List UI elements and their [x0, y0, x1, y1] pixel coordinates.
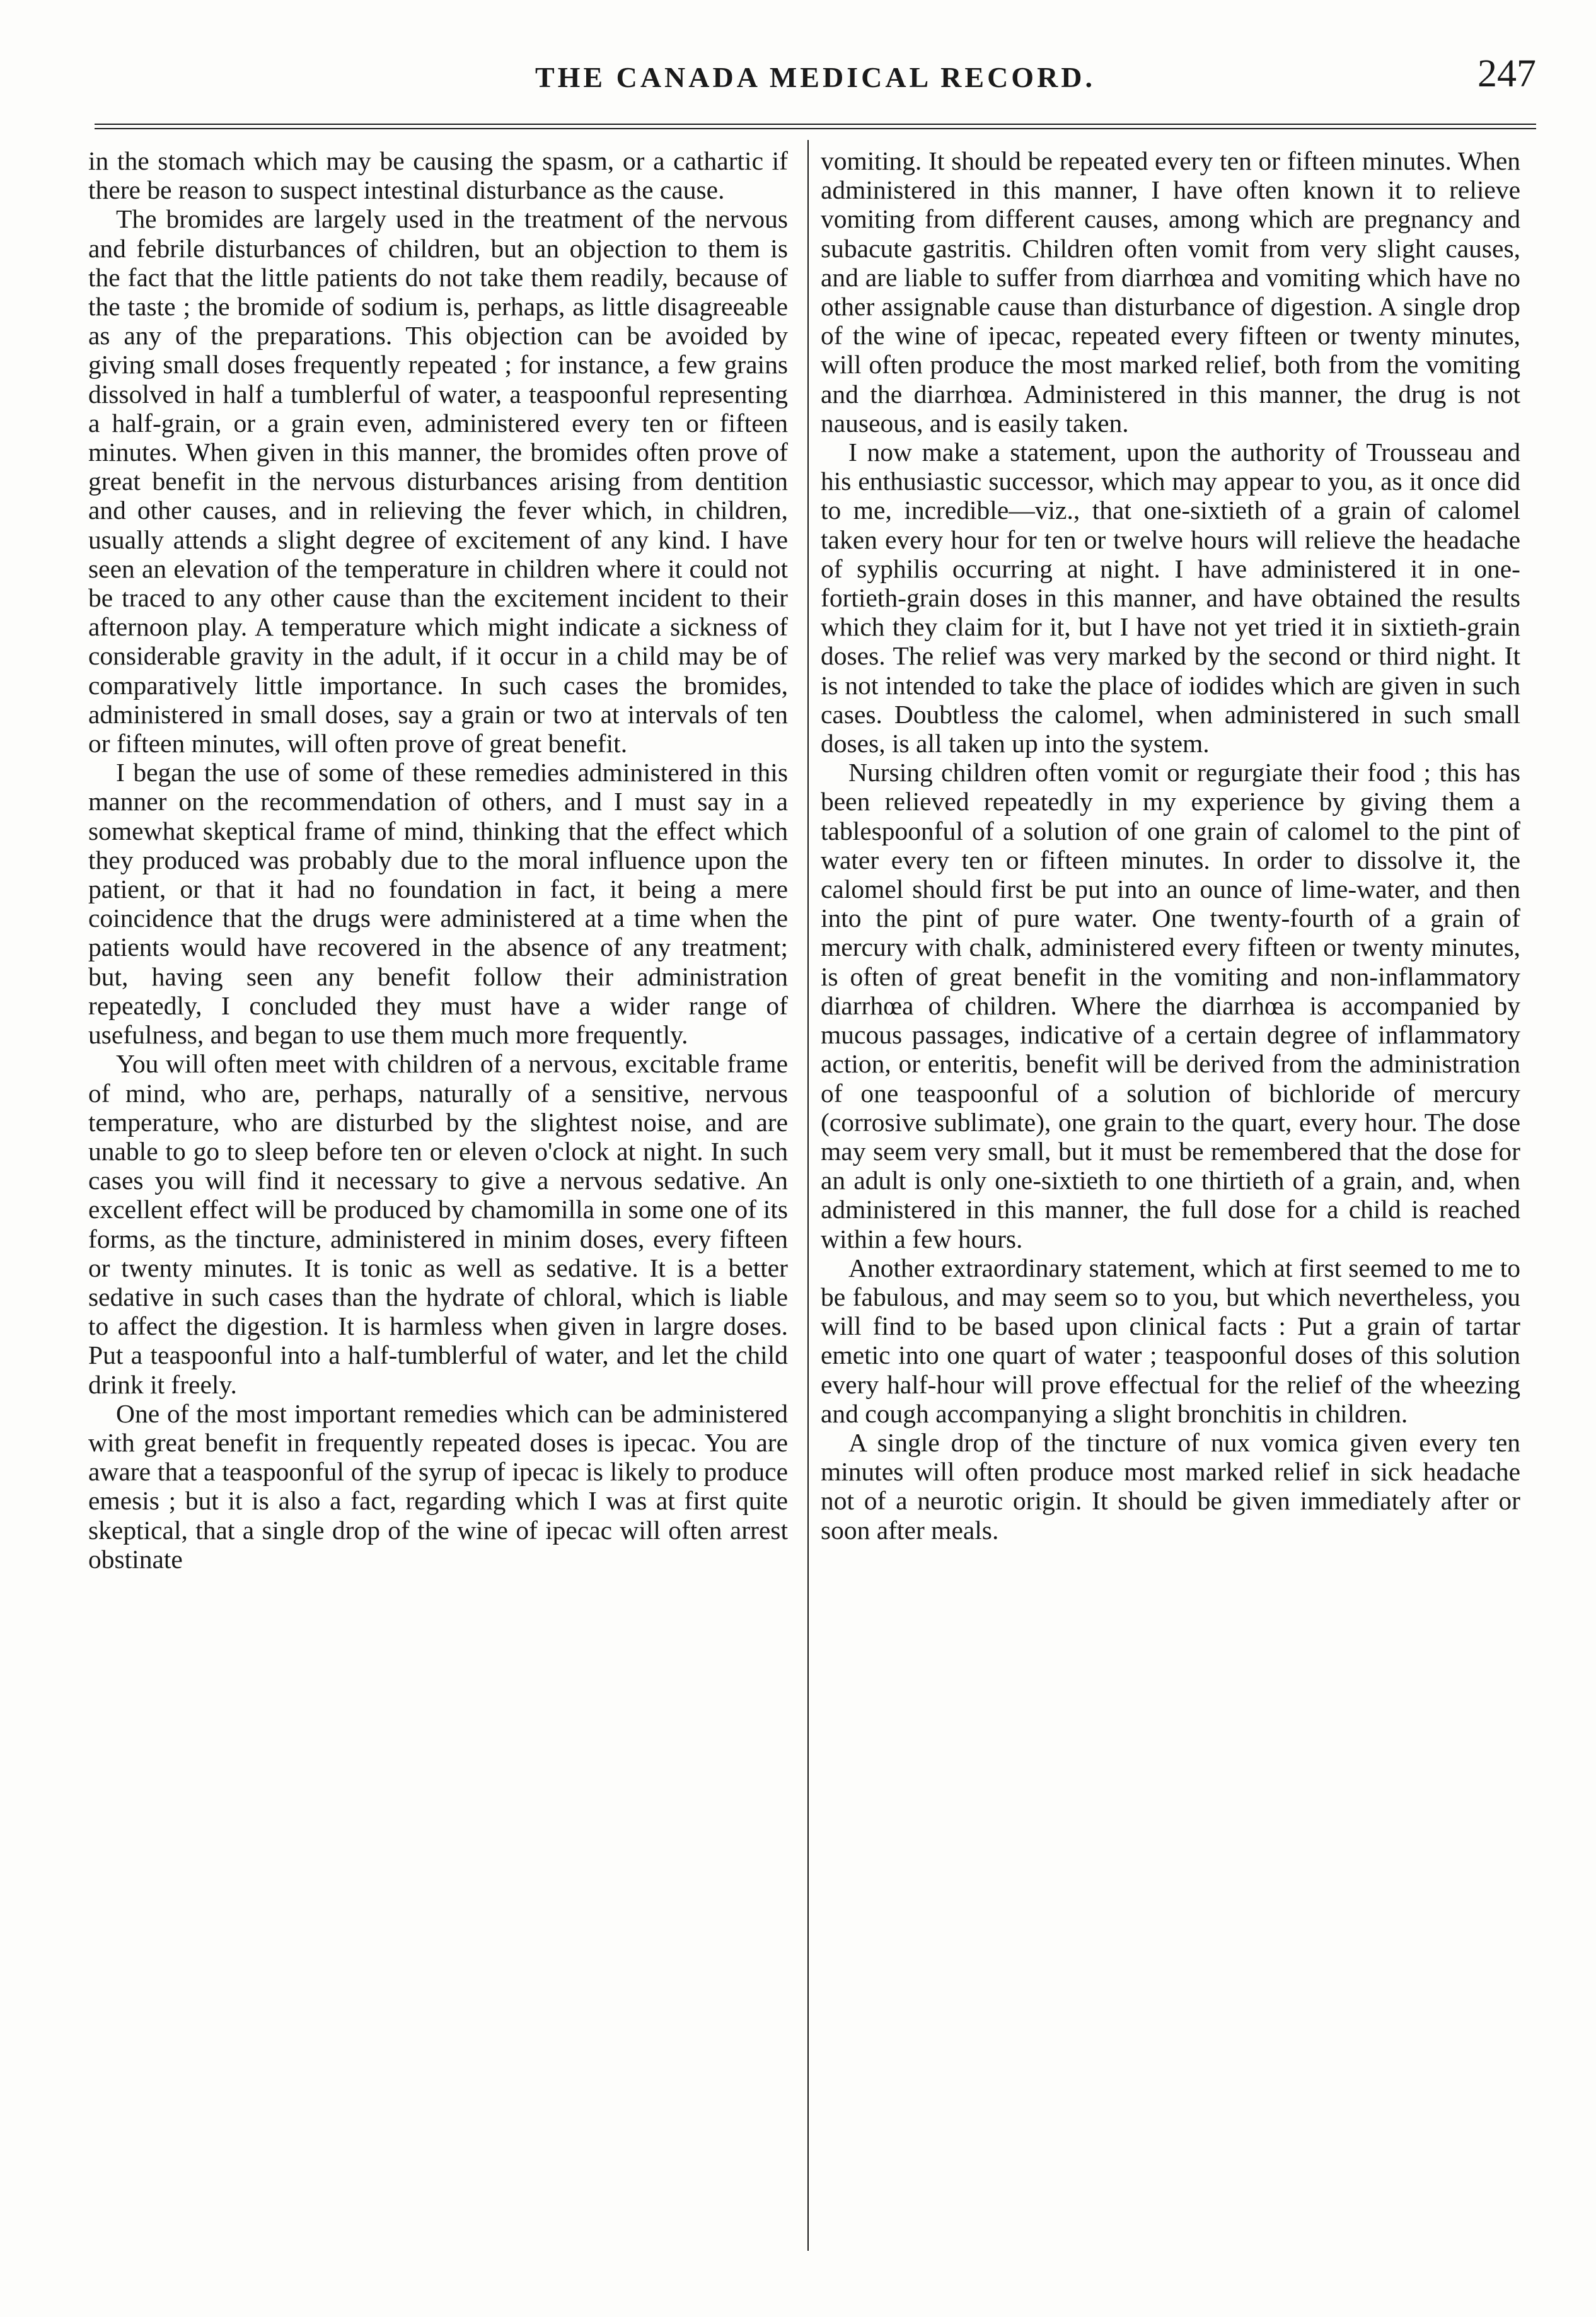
- paragraph-calomel-statement: I now make a statement, upon the authority of Trousseau and his enthusiastic successor, which may appear to you, as it once did to me, incredible—viz., that one-sixtieth of a grain of calomel taken every hour for ten or twelve hours will relieve the headache of syphilis occurring at night. I have administered it in one-fortieth-grain doses in this manner, and have obtained the results which they claim for it, but I have not yet tried it in sixtieth-grain doses. The relief was very marked by the second or third night. It is not intended to take the place of iodides which are given in such cases. Doubtless the calomel, when administered in such small doses, is all taken up into the system.: [821, 438, 1520, 758]
- journal-title: THE CANADA MEDICAL RECORD.: [535, 61, 1096, 93]
- paragraph-stomach-spasm: in the stomach which may be causing the spasm, or a cathartic if there be reason to suspect intestinal disturbance as the cause.: [88, 146, 788, 205]
- paragraph-nervous-children: You will often meet with children of a nervous, excitable frame of mind, who are, perhaps, naturally of a sensitive, nervous temperature, who are disturbed by the slightest noise, and are unable to go to sleep before ten or eleven o'clock at night. In such cases you will find it necessary to give a nervous sedative. An excellent effect will be produced by chamomilla in some one of its forms, as the tincture, administered in minim doses, every fifteen or twenty minutes. It is tonic as well as sedative. It is a better sedative in such cases than the hydrate of chloral, which is liable to affect the digestion. It is harmless when given in largre doses. Put a teaspoonful into a half-tumblerful of water, and let the child drink it freely.: [88, 1049, 788, 1399]
- right-column: [821, 146, 1520, 1545]
- page-number: 247: [1477, 52, 1536, 95]
- paragraph-tartar-emetic: Another extraordinary statement, which at first seemed to me to be fabulous, and may seem so to you, but which nevertheless, you will find to be based upon clinical facts : Put a grain of tartar emetic into one quart of water ; teaspoonful doses of this solution every half-hour will prove effectual for the relief of the wheezing and cough accompanying a slight bronchitis in children.: [821, 1253, 1520, 1428]
- paragraph-bromides: The bromides are largely used in the treatment of the nervous and febrile disturbances of children, but an objection to them is the fact that the little patients do not take them readily, because of the taste ; the bromide of sodium is, perhaps, as little disagreeable as any of the preparations. This objection can be avoided by giving small doses frequently repeated ; for instance, a few grains dissolved in half a tumblerful of water, a teaspoonful representing a half-grain, or a grain even, administered every ten or fifteen minutes. When given in this manner, the bromides often prove of great benefit in the nervous disturbances arising from dentition and other causes, and in relieving the fever which, in children, usually attends a slight degree of excitement of any kind. I have seen an elevation of the temperature in children where it could not be traced to any other cause than the excitement incident to their afternoon play. A temperature which might indicate a sickness of considerable gravity in the adult, if it occur in a child may be of comparatively little importance. In such cases the bromides, administered in small doses, say a grain or two at intervals of ten or fifteen minutes, will often prove of great benefit.: [88, 204, 788, 758]
- header-rule: [95, 124, 1536, 129]
- paragraph-ipecac: One of the most important remedies which can be administered with great benefit in frequently repeated doses is ipecac. You are aware that a teaspoonful of the syrup of ipecac is likely to produce emesis ; but it is also a fact, regarding which I was at first quite skeptical, that a single drop of the wine of ipecac will often arrest obstinate: [88, 1398, 788, 1574]
- paragraph-nux-vomica: A single drop of the tincture of nux vomica given every ten minutes will often produce most marked relief in sick headache not of a neurotic origin. It should be given immediately after or soon after meals.: [821, 1427, 1520, 1545]
- paragraph-nursing-children: Nursing children often vomit or regurgiate their food ; this has been relieved repeatedly in my experience by giving them a tablespoonful of a solution of one grain of calomel to the pint of water every ten or fifteen minutes. In order to dissolve it, the calomel should first be put into an ounce of lime-water, and then into the pint of pure water. One twenty-fourth of a grain of mercury with chalk, administered every fifteen or twenty minutes, is often of great benefit in the vomiting and non-inflammatory diarrhœa of children. Where the diarrhœa is accompanied by mucous passages, indicative of a certain degree of inflammatory action, or enteritis, benefit will be derived from the administration of one teaspoonful of a solution of bichloride of mercury (corrosive sublimate), one grain to the quart, every hour. The dose may seem very small, but it must be remembered that the dose for an adult is only one-sixtieth to one thirtieth of a grain, and, when administered in this manner, the full dose for a child is reached within a few hours.: [821, 758, 1520, 1253]
- running-head: [95, 38, 1536, 107]
- paragraph-skeptical-use: I began the use of some of these remedies administered in this manner on the recommendation of others, and I must say in a somewhat skeptical frame of mind, thinking that the effect which they produced was probably due to the moral influence upon the patient, or that it had no foundation in fact, it being a mere coincidence that the drugs were administered at a time when the patients would have recovered in the absence of any treatment; but, having seen any benefit follow their administration repeatedly, I concluded they must have a wider range of usefulness, and began to use them much more frequently.: [88, 758, 788, 1050]
- left-column: [88, 146, 788, 1574]
- paragraph-vomiting: vomiting. It should be repeated every ten or fifteen minutes. When administered in this manner, I have often known it to relieve vomiting from different causes, among which are pregnancy and subacute gastritis. Children often vomit from very slight causes, and are liable to suffer from diarrhœa and vomiting which have no other assignable cause than disturbance of digestion. A single drop of the wine of ipecac, repeated every fifteen or twenty minutes, will often produce the most marked relief, both from the vomiting and the diarrhœa. Administered in this manner, the drug is not nauseous, and is easily taken.: [821, 146, 1520, 438]
- column-divider: [807, 140, 809, 2251]
